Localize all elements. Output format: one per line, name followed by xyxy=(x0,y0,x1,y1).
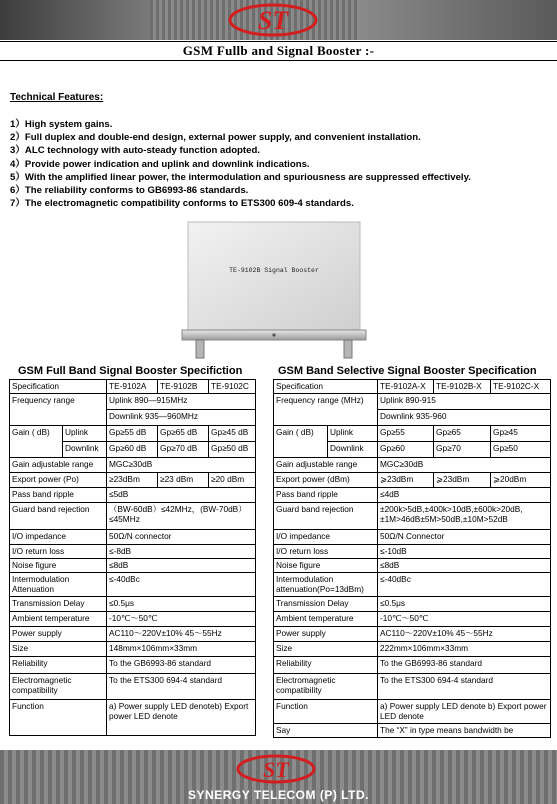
value-cell: ≤-8dB xyxy=(107,545,256,559)
value-cell: ≤8dB xyxy=(378,559,551,573)
value-cell: Gp≥55 xyxy=(378,426,434,442)
table-row xyxy=(274,503,551,530)
header-cell: TE-9102C-X xyxy=(491,380,551,394)
row-label: Ambient temperature xyxy=(10,612,107,627)
connector-icon xyxy=(196,340,204,358)
row-label: Size xyxy=(274,642,378,657)
row-label: Pass band ripple xyxy=(10,488,107,503)
value-cell: AC110～220V±10% 45～55Hz xyxy=(378,627,551,642)
row-label: Ambient temperature xyxy=(274,612,378,627)
feature-item: 1）High system gains. xyxy=(10,119,113,130)
row-label: Intermodulation attenuation(Po=13dBm) xyxy=(274,573,378,597)
table-row xyxy=(10,700,256,736)
header-cell: TE-9102C xyxy=(209,380,256,394)
sub-label: Downlink xyxy=(63,442,107,458)
table-row xyxy=(274,426,551,442)
header-cell: TE-9102A-X xyxy=(378,380,434,394)
table-row xyxy=(10,426,256,442)
feature-item: 3）ALC technology with auto-steady function adopted. xyxy=(10,145,260,157)
feature-item: 5）With the amplified linear power, the intermodulation and spuriousness are suppressed effectively. xyxy=(10,171,471,183)
feature-item: 4）Provide power indication and uplink and downlink indications. xyxy=(10,158,310,170)
value-cell: ≤-40dBc xyxy=(378,573,551,597)
row-label: Gain ( dB) xyxy=(10,426,63,458)
table-row xyxy=(274,488,551,503)
value-cell: Gp≥65 dB xyxy=(158,426,209,442)
value-cell: ≥23 dBm xyxy=(158,473,209,488)
table-row xyxy=(274,530,551,545)
table-row xyxy=(10,394,256,410)
value-cell: MGC≥30dB xyxy=(107,458,256,473)
row-label: Function xyxy=(10,700,107,736)
value-cell: ⩾23dBm xyxy=(378,473,434,488)
row-label: Size xyxy=(10,642,107,657)
page-title: GSM Fullb and Signal Booster :- xyxy=(182,43,375,58)
row-label: Electromagnetic compatibility xyxy=(274,674,378,700)
value-cell: ≤-40dBc xyxy=(107,573,256,597)
value-cell: 50Ω/N Connector xyxy=(378,530,551,545)
value-cell: Gp≥65 xyxy=(434,426,491,442)
row-label: Power supply xyxy=(274,627,378,642)
row-label: Say xyxy=(274,724,378,738)
value-cell: ≤-10dB xyxy=(378,545,551,559)
table-row xyxy=(274,612,551,627)
right-spec-title: GSM Band Selective Signal Booster Specification xyxy=(278,365,537,377)
row-label: Power supply xyxy=(10,627,107,642)
value-cell: ±200k>5dB,±400k>10dB,±600k>20dB, ±1M>46dB±5M>50dB,±10M>52dB xyxy=(378,503,551,530)
row-label: Intermodulation Attenuation xyxy=(10,573,107,597)
row-label: Noise figure xyxy=(10,559,107,573)
feature-item: 2）Full duplex and double-end design, external power supply, and convenient installation. xyxy=(10,132,421,144)
table-row xyxy=(274,700,551,724)
value-cell: Uplink 890—915MHz xyxy=(107,394,256,410)
row-label: Frequency range xyxy=(10,394,107,426)
header-cell: TE-9102B xyxy=(158,380,209,394)
value-cell: （BW-60dB）≤42MHz，(BW-70dB）≤45MHz xyxy=(107,503,256,530)
table-row xyxy=(10,559,256,573)
row-label: I/O return loss xyxy=(10,545,107,559)
value-cell: Gp≥50 dB xyxy=(209,442,256,458)
table-row xyxy=(10,627,256,642)
value-cell: -10℃～50℃ xyxy=(378,612,551,627)
header-cell: TE-9102A xyxy=(107,380,158,394)
title-rule-top xyxy=(0,41,557,42)
row-label: I/O impedance xyxy=(274,530,378,545)
value-cell: Gp≥45 dB xyxy=(209,426,256,442)
feature-item: 6）The reliability conforms to GB6993-86 standards. xyxy=(10,185,249,197)
value-cell: Gp≥70 xyxy=(434,442,491,458)
device-label: TE-9102B Signal Booster xyxy=(229,267,319,274)
row-label: Guard band rejection xyxy=(10,503,107,530)
value-cell: ≤4dB xyxy=(378,488,551,503)
table-row xyxy=(10,473,256,488)
value-cell: Gp≥50 xyxy=(491,442,551,458)
table-row xyxy=(10,458,256,473)
value-cell: Uplink 890-915 xyxy=(378,394,551,410)
table-row xyxy=(10,597,256,612)
logo-text: ST xyxy=(257,6,289,35)
table-row xyxy=(274,545,551,559)
value-cell: Gp≥45 xyxy=(491,426,551,442)
value-cell: To the GB6993-86 standard xyxy=(378,657,551,674)
value-cell: -10℃～50℃ xyxy=(107,612,256,627)
footer-logo xyxy=(236,754,316,784)
header-cell: Specification xyxy=(274,380,378,394)
value-cell: ≤0.5μs xyxy=(378,597,551,612)
table-row xyxy=(10,545,256,559)
table-row xyxy=(274,642,551,657)
value-cell: AC110～220V±10% 45～55Hz xyxy=(107,627,256,642)
row-label: Export power (Po) xyxy=(10,473,107,488)
row-label: Gain adjustable range xyxy=(274,458,378,473)
row-label: I/O impedance xyxy=(10,530,107,545)
row-label: Pass band ripple xyxy=(274,488,378,503)
table-row xyxy=(10,380,256,394)
banner-photo-left xyxy=(0,0,150,40)
left-spec-title: GSM Full Band Signal Booster Specifiction xyxy=(18,365,243,377)
row-label: Transmission Delay xyxy=(10,597,107,612)
value-cell: Downlink 935—960MHz xyxy=(107,410,256,426)
feature-item: 7）The electromagnetic compatibility conforms to ETS300 609-4 standards. xyxy=(10,198,354,210)
table-row xyxy=(274,573,551,597)
value-cell: 222mm×106mm×33mm xyxy=(378,642,551,657)
row-label: Export power (dBm) xyxy=(274,473,378,488)
value-cell: To the ETS300 694-4 standard xyxy=(378,674,551,700)
table-row xyxy=(274,724,551,738)
table-row xyxy=(274,597,551,612)
value-cell: ⩾23dBm xyxy=(434,473,491,488)
value-cell: Downlink 935-960 xyxy=(378,410,551,426)
table-row xyxy=(274,458,551,473)
value-cell: 148mm×106mm×33mm xyxy=(107,642,256,657)
features-list xyxy=(10,118,471,210)
value-cell: Gp≥70 dB xyxy=(158,442,209,458)
value-cell: The “X” in type means bandwidth be xyxy=(378,724,551,738)
sub-label: Uplink xyxy=(63,426,107,442)
value-cell: Gp≥60 xyxy=(378,442,434,458)
device-body xyxy=(188,222,360,330)
banner-photo-right xyxy=(357,0,557,40)
row-label: Reliability xyxy=(10,657,107,674)
led-icon xyxy=(272,333,275,336)
value-cell: ≤5dB xyxy=(107,488,256,503)
table-row xyxy=(10,488,256,503)
value-cell: Gp≥60 dB xyxy=(107,442,158,458)
table-row xyxy=(274,394,551,410)
value-cell: ≤0.5μs xyxy=(107,597,256,612)
table-row xyxy=(274,473,551,488)
row-label: Guard band rejection xyxy=(274,503,378,530)
row-label: Electromagnetic compatibility xyxy=(10,674,107,700)
table-row xyxy=(10,612,256,627)
row-label: Frequency range (MHz) xyxy=(274,394,378,426)
value-cell: 50Ω/N connector xyxy=(107,530,256,545)
header-cell: Specification xyxy=(10,380,107,394)
table-row xyxy=(10,573,256,597)
features-heading: Technical Features: xyxy=(10,92,104,103)
value-cell: ≥20 dBm xyxy=(209,473,256,488)
connector-icon xyxy=(344,340,352,358)
row-label: Reliability xyxy=(274,657,378,674)
value-cell: a) Power supply LED denoteb) Export power LED denote xyxy=(107,700,256,736)
table-row xyxy=(274,627,551,642)
header-cell: TE-9102B-X xyxy=(434,380,491,394)
table-row xyxy=(10,674,256,700)
value-cell: ⩾20dBm xyxy=(491,473,551,488)
footer-logo-text: ST xyxy=(263,757,289,782)
table-row xyxy=(10,503,256,530)
title-rule-bottom xyxy=(0,60,557,61)
table-row xyxy=(274,674,551,700)
table-row xyxy=(10,642,256,657)
company-logo xyxy=(228,3,318,37)
table-row xyxy=(274,380,551,394)
table-row xyxy=(274,559,551,573)
row-label: Gain adjustable range xyxy=(10,458,107,473)
value-cell: ≤8dB xyxy=(107,559,256,573)
right-spec-table xyxy=(273,379,551,738)
value-cell: To the ETS300 694-4 standard xyxy=(107,674,256,700)
value-cell: a) Power supply LED denote b) Export power LED denote xyxy=(378,700,551,724)
company-name: SYNERGY TELECOM (P) LTD. xyxy=(188,788,369,802)
row-label: Gain ( dB) xyxy=(274,426,328,458)
table-row xyxy=(274,657,551,674)
left-spec-table xyxy=(9,379,256,736)
row-label: I/O return loss xyxy=(274,545,378,559)
table-row xyxy=(10,657,256,674)
row-label: Function xyxy=(274,700,378,724)
product-image xyxy=(174,216,374,361)
sub-label: Downlink xyxy=(328,442,378,458)
value-cell: To the GB6993-86 standard xyxy=(107,657,256,674)
row-label: Transmission Delay xyxy=(274,597,378,612)
value-cell: ≥23dBm xyxy=(107,473,158,488)
table-row xyxy=(10,530,256,545)
value-cell: Gp≥55 dB xyxy=(107,426,158,442)
sub-label: Uplink xyxy=(328,426,378,442)
row-label: Noise figure xyxy=(274,559,378,573)
value-cell: MGC≥30dB xyxy=(378,458,551,473)
